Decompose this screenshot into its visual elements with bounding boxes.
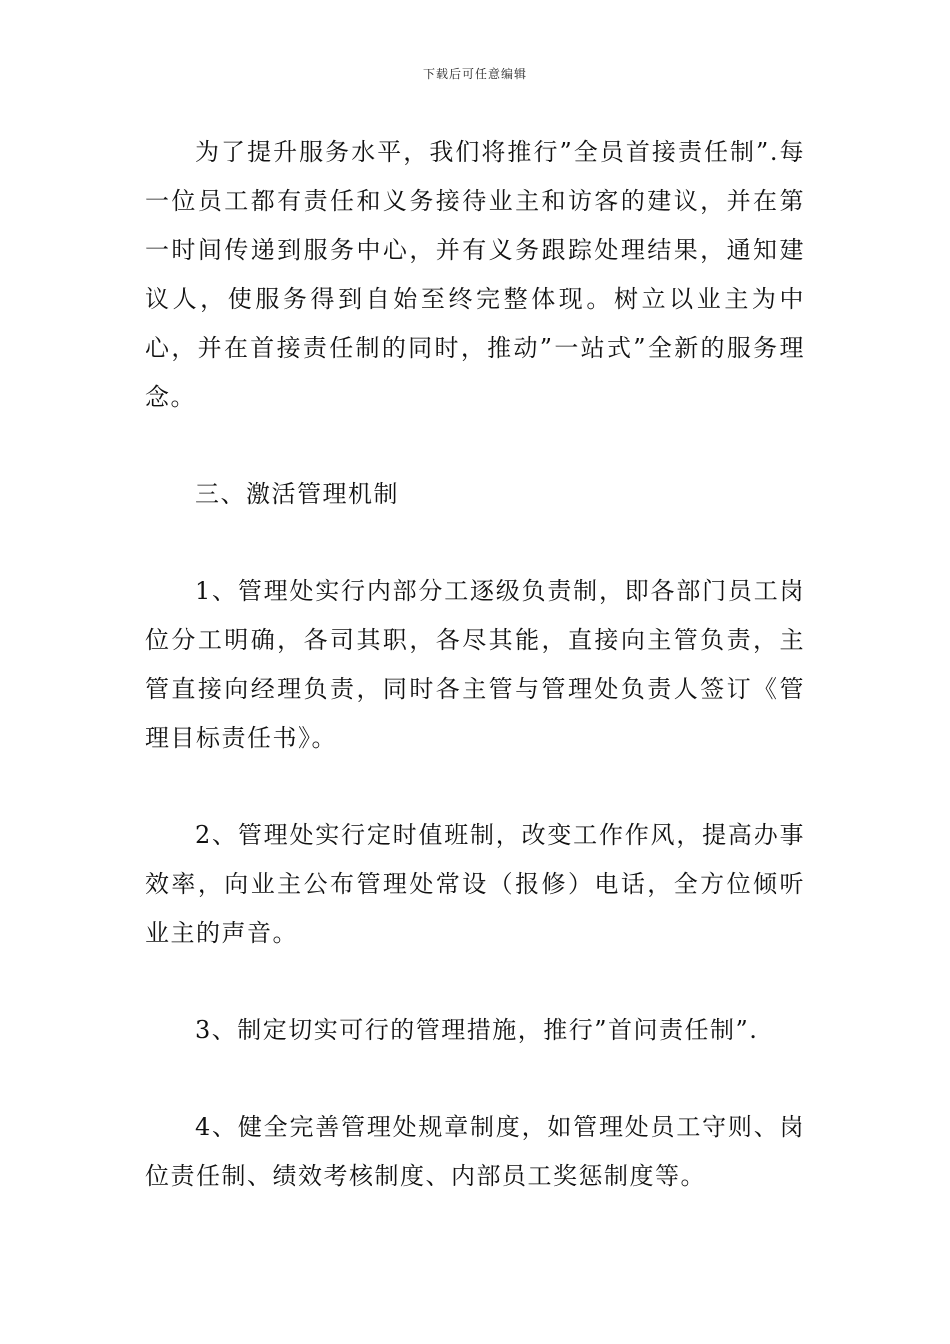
paragraph-item-4: 4、健全完善管理处规章制度，如管理处员工守则、岗位责任制、绩效考核制度、内部员工奖惩制度等。 bbox=[145, 1113, 805, 1190]
paragraph-item-3: 3、制定切实可行的管理措施，推行”首问责任制”. bbox=[195, 1016, 759, 1044]
page-header-note: 下载后可任意编辑 bbox=[422, 67, 527, 81]
section-heading: 三、激活管理机制 bbox=[195, 480, 399, 508]
paragraph-item-2: 2、管理处实行定时值班制，改变工作作风，提高办事效率，向业主公布管理处常设（报修）电话，全方位倾听业主的声音。 bbox=[145, 821, 805, 947]
document-body bbox=[145, 128, 805, 1201]
paragraph-intro: 为了提升服务水平，我们将推行”全员首接责任制”.每一位员工都有责任和义务接待业主和访客的建议，并在第一时间传递到服务中心，并有义务跟踪处理结果，通知建议人，使服务得到自始至终完整体现。树立以业主为中心，并在首接责任制的同时，推动”一站式”全新的服务理念。 bbox=[145, 138, 805, 411]
paragraph-item-1: 1、管理处实行内部分工逐级负责制，即各部门员工岗位分工明确，各司其职，各尽其能，直接向主管负责，主管直接向经理负责，同时各主管与管理处负责人签订《管理目标责任书》。 bbox=[145, 577, 805, 752]
